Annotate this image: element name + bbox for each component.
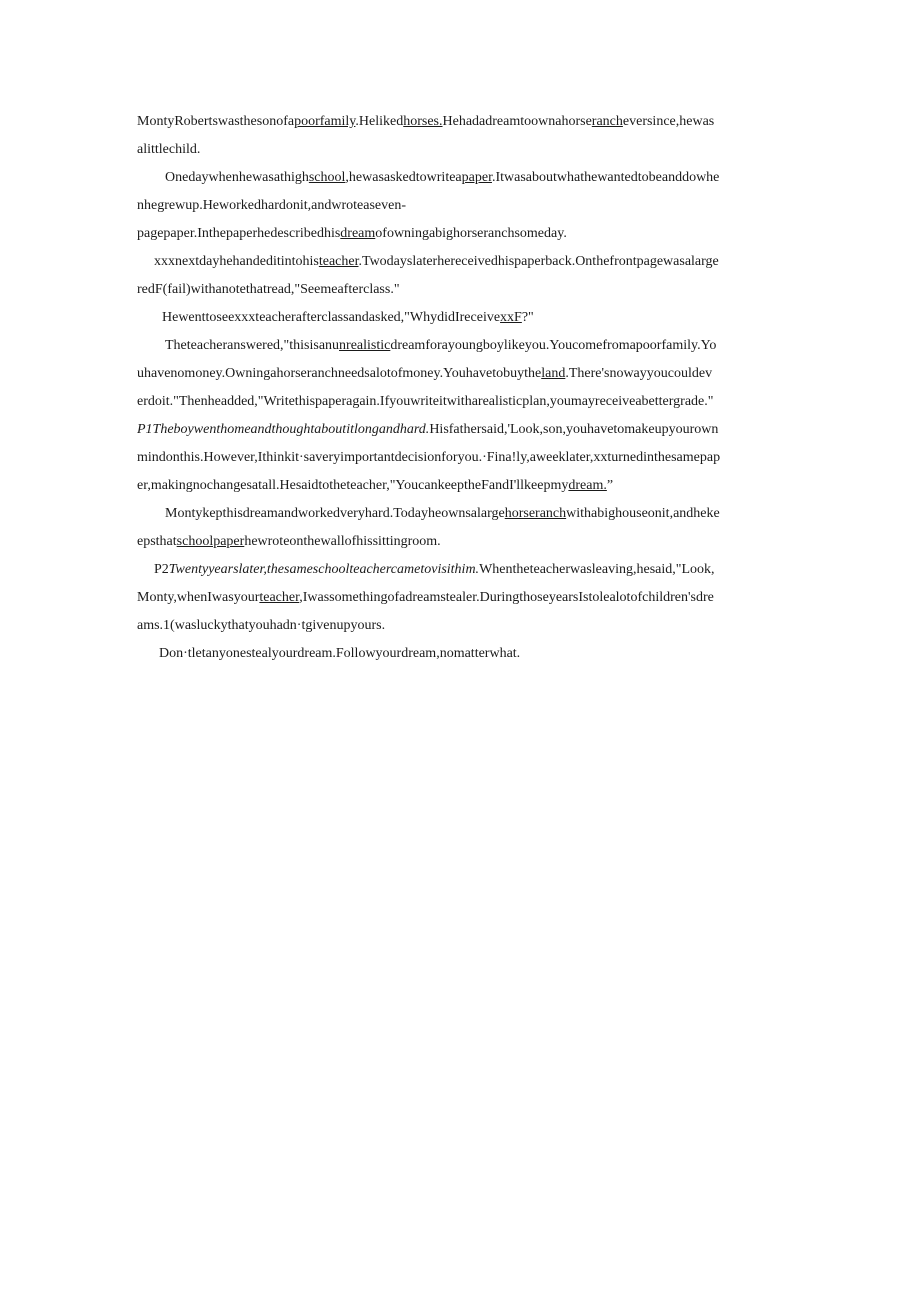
text-run: hewroteonthewallofhissittingroom.: [244, 534, 441, 549]
paragraph-7-line-1: [137, 500, 781, 528]
underlined-word: dream.: [568, 478, 607, 493]
underlined-word: ranch: [591, 114, 623, 129]
text-run: epsthat: [137, 534, 177, 549]
text-run: Monty,whenIwasyour: [137, 590, 260, 605]
text-run: Onedaywhenhewasathigh: [165, 170, 309, 185]
paragraph-8-line-3: [137, 612, 781, 640]
text-run: Hehadadreamtoownahorse: [442, 114, 592, 129]
text-run: dreamforayoungboylikeyou.Youcomefromapoorfamily.Yo: [390, 338, 717, 353]
underlined-word: poorfamily: [294, 114, 356, 129]
text-run: pagepaper.Inthepaperhedescribedhis: [137, 226, 341, 241]
italic-run: P1Theboywenthomeandthoughtaboutitlongandhard.: [137, 422, 430, 437]
underlined-word: schoolpaper: [176, 534, 245, 549]
paragraph-4-line-1: [137, 304, 781, 332]
text-run: erdoit."Thenheadded,"Writethispaperagain.Ifyouwriteitwitharealisticplan,youmayreceiveabettergrade.": [137, 394, 714, 409]
underlined-word: teacher: [259, 590, 300, 605]
underlined-word: horseranch: [504, 506, 567, 521]
text-run: ams.1(wasluckythatyouhadn·tgivenupyours.: [137, 618, 386, 633]
text-run: Montykepthisdreamandworkedveryhard.Todayheownsalarge: [165, 506, 505, 521]
paragraph-6-line-1: [137, 416, 781, 444]
text-run: ,hewasaskedtowritea: [345, 170, 462, 185]
paragraph-5-line-1: [137, 332, 781, 360]
underlined-word: school: [308, 170, 346, 185]
paragraph-5-line-3: [137, 388, 781, 416]
text-run: .Heliked: [355, 114, 404, 129]
paragraph-6-line-2: [137, 444, 781, 472]
text-run: .There'snowayyoucouldev: [565, 366, 713, 381]
paragraph-5-line-2: [137, 360, 781, 388]
text-run: .Itwasaboutwhathewantedtobeanddowhe: [491, 170, 720, 185]
paragraph-2-line-1: [137, 164, 781, 192]
underlined-word: horses.: [403, 114, 443, 129]
text-run: nhegrewup.Heworkedhardonit,andwroteaseven-: [137, 198, 407, 213]
underlined-word: teacher: [318, 254, 359, 269]
text-run: er,makingnochangesatall.Hesaidtotheteacher,"YoucankeeptheFandI'llkeepmy: [137, 478, 569, 493]
text-run: .Twodayslaterhereceivedhispaperback.Onthefrontpagewasalarge: [358, 254, 719, 269]
text-run: eversince,hewas: [622, 114, 715, 129]
text-run: uhavenomoney.Owningahorseranchneedsalotofmoney.Youhavetobuythe: [137, 366, 542, 381]
text-run: withabighouseonit,andheke: [566, 506, 720, 521]
text-run: Hewenttoseexxxteacherafterclassandasked,"WhydidIreceive: [162, 310, 501, 325]
paragraph-1-line-2: [137, 136, 781, 164]
underlined-word: land: [541, 366, 566, 381]
text-run: alittlechild.: [137, 142, 201, 157]
text-run: xxxnextdayhehandeditintohis: [154, 254, 319, 269]
paragraph-2-line-2: [137, 192, 781, 220]
text-run: Hisfathersaid,'Look,son,youhavetomakeupyourown: [429, 422, 719, 437]
paragraph-7-line-2: [137, 528, 781, 556]
text-run: ofowningabighorseranchsomeday.: [375, 226, 567, 241]
paragraph-8-line-1: [137, 556, 781, 584]
paragraph-2-line-3: [137, 220, 781, 248]
italic-run: Twentyyearslater,thesameschoolteachercametovisithim.: [168, 562, 480, 577]
text-run: P2: [154, 562, 169, 577]
paragraph-3-line-1: [137, 248, 781, 276]
text-run: mindonthis.However,Ithinkit·saveryimportantdecisionforyou.·Fina!ly,aweeklater,xxturnedinthesamepap: [137, 450, 721, 465]
text-run: ?": [521, 310, 534, 325]
text-run: Theteacheranswered,"thisisanu: [165, 338, 340, 353]
underlined-word: xxF: [500, 310, 522, 325]
text-run: redF(fail)withanotethatread,"Seemeafterclass.": [137, 282, 400, 297]
paragraph-3-line-2: [137, 276, 781, 304]
paragraph-9-line-1: [137, 640, 781, 668]
underlined-word: paper: [461, 170, 492, 185]
paragraph-6-line-3: [137, 472, 781, 500]
paragraph-8-line-2: [137, 584, 781, 612]
text-run: ,Iwassomethingofadreamstealer.DuringthoseyearsIstolealotofchildren'sdre: [299, 590, 714, 605]
paragraph-1-line-1: [137, 108, 781, 136]
text-run: MontyRobertswasthesonofa: [137, 114, 295, 129]
text-run: Whentheteacherwasleaving,hesaid,"Look,: [479, 562, 715, 577]
document-body: [137, 108, 781, 668]
text-run: Don·tletanyonestealyourdream.Followyourdream,nomatterwhat.: [159, 646, 521, 661]
underlined-word: nrealistic: [339, 338, 391, 353]
text-run: ”: [606, 478, 614, 493]
underlined-word: dream: [340, 226, 376, 241]
